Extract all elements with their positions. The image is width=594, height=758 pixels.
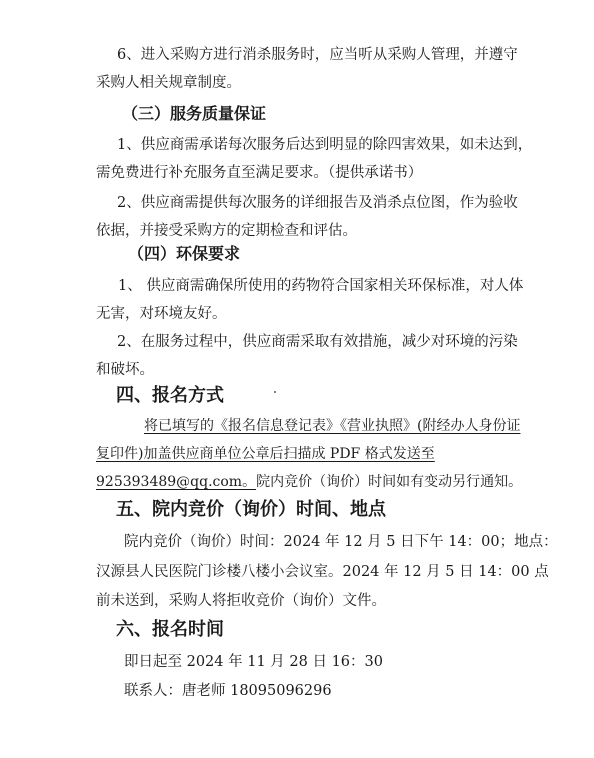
environment-heading: （四）环保要求 [128,244,241,263]
registration-email-link[interactable]: 925393489@qq.com。 [96,474,257,490]
quality-item-1-line-2: 需免费进行补充服务直至满足要求。（提供承诺书） [96,165,423,181]
bidding-heading: 五、院内竞价（询价）时间、地点 [116,499,386,520]
bidding-line-1: 院内竞价（询价）时间：2024 年 12 月 5 日下午 14：00；地点： [124,534,558,550]
registration-method-heading: 四、报名方式 [116,385,224,406]
quality-item-2-line-2: 依据，并接受采购方的定期检查和评估。 [96,223,357,239]
quality-heading: （三）服务质量保证 [122,104,267,123]
service-item-6-line-1: 6、进入采购方进行消杀服务时，应当听从采购人管理，并遵守 [117,47,518,63]
registration-time-heading: 六、报名时间 [116,619,224,640]
environment-item-1-line-1: 1、 供应商需确保所使用的药物符合国家相关环保标准，对人体 [118,278,524,294]
quality-item-2-line-1: 2、供应商需提供每次服务的详细报告及消杀点位图，作为验收 [117,195,518,211]
contact-line: 联系人：唐老师 18095096296 [124,683,332,699]
registration-method-line-1: 将已填写的《报名信息登记表》《营业执照》(附经办人身份证 [144,418,521,434]
quality-item-1-line-1: 1、供应商需承诺每次服务后达到明显的除四害效果，如未达到， [117,137,533,153]
bidding-line-3: 前未送到，采购人将拒收竞价（询价）文件。 [96,593,386,609]
scan-speck [274,391,276,393]
environment-item-1-line-2: 无害，对环境友好。 [96,306,227,322]
environment-item-2-line-1: 2、在服务过程中，供应商需采取有效措施，减少对环境的污染 [117,334,518,350]
registration-method-line-3 [96,472,522,492]
service-item-6-line-2: 采购人相关规章制度。 [96,75,241,91]
environment-item-2-line-2: 和破坏。 [96,362,154,378]
registration-method-notice: 院内竞价（询价）时间如有变动另行通知。 [256,474,523,490]
registration-time-line: 即日起至 2024 年 11 月 28 日 16：30 [124,654,383,670]
bidding-line-2: 汉源县人民医院门诊楼八楼小会议室。2024 年 12 月 5 日 14：00 点 [96,564,549,580]
registration-method-line-2: 复印件)加盖供应商单位公章后扫描成 PDF 格式发送至 [96,446,435,462]
